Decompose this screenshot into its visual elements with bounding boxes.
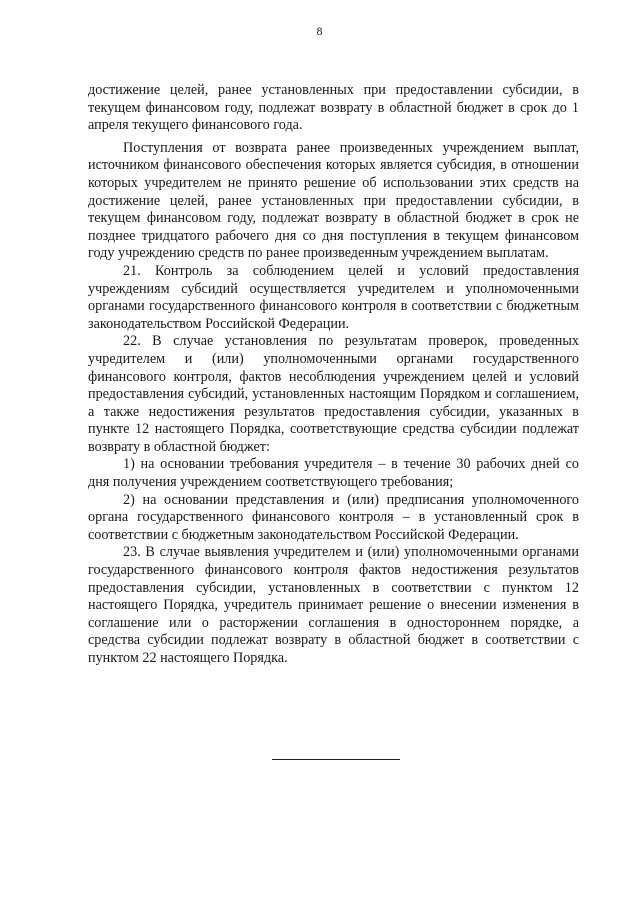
- paragraph-item-22: 22. В случае установления по результатам проверок, проведенных учредителем и (или) уполномоченными органами государственного финансового контроля, фактов несоблюдения учреждением целей и условий предоставления субсидий, установленных настоящим Порядком и соглашением, а также недостижения результатов предоставления субсидии, указанных в пункте 12 настоящего Порядка, соответствующие средства субсидии подлежат возврату в областной бюджет:: [88, 333, 579, 455]
- document-body: [88, 82, 579, 668]
- paragraph-subitem-1: 1) на основании требования учредителя – в течение 30 рабочих дней со дня получения учреждением соответствующего требования;: [88, 456, 579, 491]
- closing-rule: [272, 759, 400, 760]
- paragraph-item-23: 23. В случае выявления учредителем и (или) уполномоченными органами государственного финансового контроля фактов недостижения результатов предоставления субсидии, установленных в соответствии с пунктом 12 настоящего Порядка, учредитель принимает решение о внесении изменения в соглашение или о расторжении соглашения в одностороннем порядке, а средства субсидии подлежат возврату в областной бюджет в соответствии с пунктом 22 настоящего Порядка.: [88, 544, 579, 666]
- paragraph-item-21: 21. Контроль за соблюдением целей и условий предоставления учреждениям субсидий осуществляется учредителем и уполномоченными органами государственного финансового контроля в соответствии с бюджетным законодательством Российской Федерации.: [88, 262, 579, 332]
- page-number: 8: [316, 24, 323, 38]
- paragraph-continuation: достижение целей, ранее установленных при предоставлении субсидии, в текущем финансовом году, подлежат возврату в областной бюджет в срок до 1 апреля текущего финансового года.: [88, 82, 579, 134]
- paragraph-subitem-2: 2) на основании представления и (или) предписания уполномоченного органа государственного финансового контроля – в установленный срок в соответствии с бюджетным законодательством Российской Федерации.: [88, 491, 579, 543]
- paragraph-refund-receipts: Поступления от возврата ранее произведенных учреждением выплат, источником финансового обеспечения которых является субсидия, в отношении которых учредителем не принято решение об использовании этих средств на достижение целей, ранее установленных при предоставлении субсидии, в текущем финансовом году, подлежат возврату в областной бюджет в срок не позднее тридцатого рабочего дня со дня поступления в текущем финансовом году учреждению средств по ранее произведенным учреждением выплатам.: [88, 139, 579, 262]
